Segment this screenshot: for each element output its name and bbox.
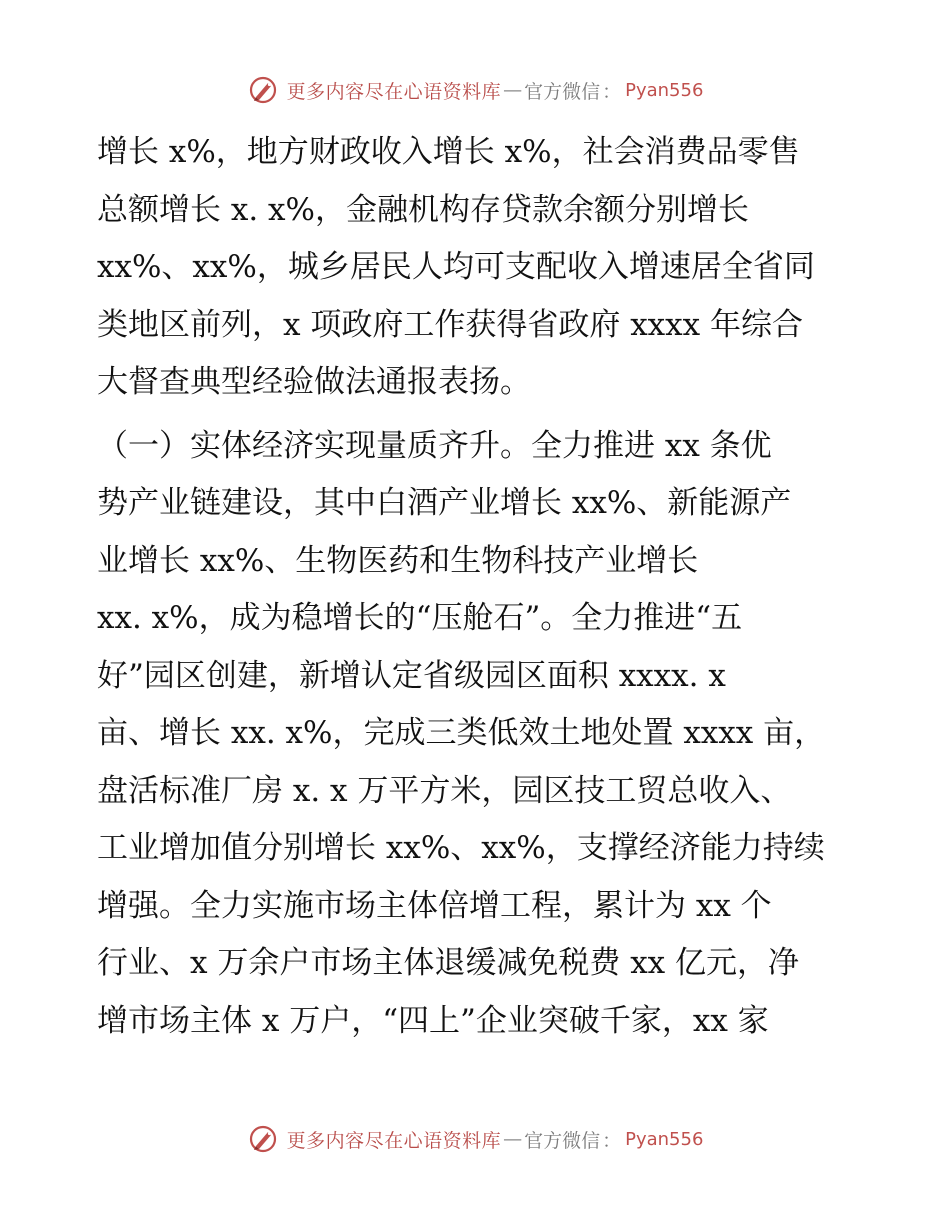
text-line: 增市场主体 x 万户，“四上”企业突破千家，xx 家 xyxy=(97,1002,769,1039)
text-line: 增长 x%，地方财政收入增长 x%，社会消费品零售 xyxy=(97,134,800,170)
text-line: 好”园区创建，新增认定省级园区面积 xxxx. x xyxy=(97,657,726,694)
text-line: 盘活标准厂房 x. x 万平方米，园区技工贸总收入、 xyxy=(97,772,792,809)
footer-watermark xyxy=(0,1121,950,1157)
text-line: 增强。全力实施市场主体倍增工程，累计为 xx 个 xyxy=(97,887,772,924)
watermark-main-text: 更多内容尽在心语资料库 xyxy=(286,80,502,103)
watermark-main-text: 更多内容尽在心语资料库 xyxy=(286,1129,502,1152)
pen-seal-icon xyxy=(247,1123,279,1155)
text-line: 工业增加值分别增长 xx%、xx%，支撑经济能力持续 xyxy=(97,830,825,866)
text-line: xx. x%，成为稳增长的“压舱石”。全力推进“五 xyxy=(97,600,743,636)
watermark-official-label: 官方微信 xyxy=(524,80,601,103)
text-line: 类地区前列，x 项政府工作获得省政府 xxxx 年综合 xyxy=(97,306,803,343)
watermark-official-label: 官方微信 xyxy=(524,1129,601,1152)
text-line: xx%、xx%，城乡居民人均可支配收入增速居全省同 xyxy=(97,249,815,285)
text-line: 业增长 xx%、生物医药和生物科技产业增长 xyxy=(97,542,699,579)
watermark-separator: ： xyxy=(602,1129,622,1152)
watermark-dash: — xyxy=(503,79,523,101)
text-line: 势产业链建设，其中白酒产业增长 xx%、新能源产 xyxy=(97,485,792,521)
watermark-dash: — xyxy=(503,1128,523,1150)
header-watermark xyxy=(0,72,950,108)
watermark-separator: ： xyxy=(602,80,622,103)
watermark-account: Pyan556 xyxy=(625,1128,704,1150)
paragraph-1 xyxy=(97,124,857,412)
text-line: 总额增长 x. x%，金融机构存贷款余额分别增长 xyxy=(97,191,749,228)
section-heading-line: （一）实体经济实现量质齐升。全力推进 xx 条优 xyxy=(97,427,772,464)
text-line: 大督查典型经验做法通报表扬。 xyxy=(97,364,531,400)
pen-seal-icon xyxy=(247,74,279,106)
text-line: 亩、增长 xx. x%，完成三类低效土地处置 xxxx 亩， xyxy=(97,715,826,751)
watermark-account: Pyan556 xyxy=(625,79,704,101)
document-body xyxy=(97,124,857,1050)
text-line: 行业、x 万余户市场主体退缓减免税费 xx 亿元，净 xyxy=(97,945,800,981)
paragraph-2 xyxy=(97,418,857,1051)
